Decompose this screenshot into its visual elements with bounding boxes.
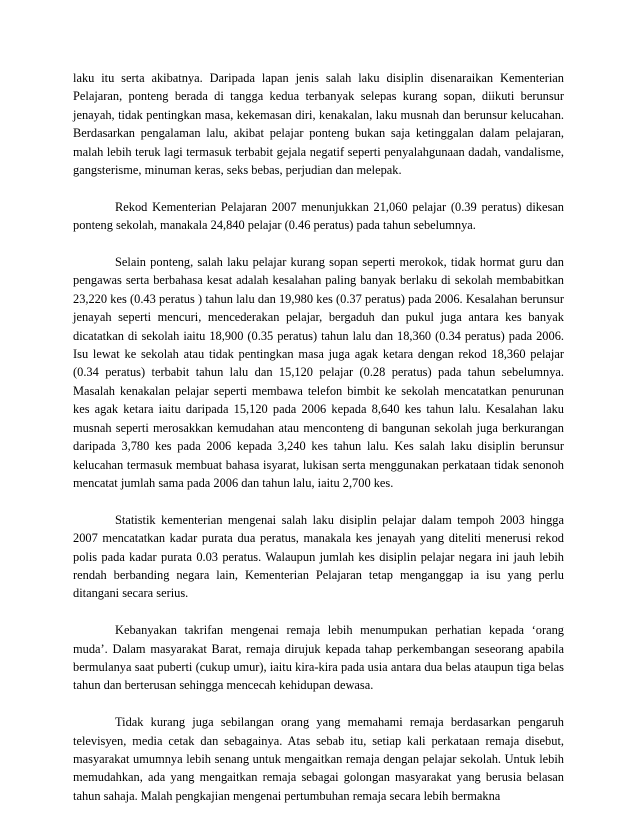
paragraph-5: Kebanyakan takrifan mengenai remaja lebih menumpukan perhatian kepada ‘orang muda’. Dalam masyarakat Barat, remaja dirujuk kepada tahap perkembangan seseorang apabila bermulanya saat puberti (cukup umur), iaitu kira-kira pada usia antara dua belas ataupun tiga belas tahun dan berterusan sehingga mencecah kehidupan dewasa. — [73, 623, 564, 693]
paragraph-3: Selain ponteng, salah laku pelajar kurang sopan seperti merokok, tidak hormat guru dan pengawas serta berbahasa kesat adalah kesalahan paling banyak berlaku di sekolah membabitkan 23,220 kes (0.43 peratus ) tahun lalu dan 19,980 kes (0.37 peratus) pada 2006. Kesalahan berunsur jenayah seperti mencuri, mencederakan pelajar, bergaduh dan pukul juga antara kes banyak dicatatkan di sekolah iaitu 18,900 (0.35 peratus) tahun lalu dan 18,360 (0.34 peratus) pada 2006. Isu lewat ke sekolah atau tidak pentingkan masa juga agak ketara dengan rekod 18,360 pelajar (0.34 peratus) terbabit tahun lalu dan 15,120 pelajar (0.28 peratus) pada tahun sebelumnya. Masalah kenakalan pelajar seperti membawa telefon bimbit ke sekolah mencatatkan penurunan kes agak ketara iaitu daripada 15,120 pada 2006 kepada 8,640 kes tahun lalu. Kesalahan laku musnah seperti merosakkan kemudahan atau menconteng di bangunan sekolah juga berkurangan daripada 3,780 kes pada 2006 kepada 3,240 kes tahun lalu. Kes salah laku disiplin berunsur kelucahan termasuk membuat bahasa isyarat, lukisan serta menggunakan perkataan tidak senonoh mencatat jumlah sama pada 2006 dan tahun lalu, iaitu 2,700 kes. — [73, 255, 564, 490]
document-page — [73, 69, 564, 824]
paragraph-6: Tidak kurang juga sebilangan orang yang memahami remaja berdasarkan pengaruh televisyen, media cetak dan sebagainya. Atas sebab itu, setiap kali perkataan remaja disebut, masyarakat umumnya lebih senang untuk mengaitkan remaja dengan pelajar sekolah. Untuk lebih memudahkan, ada yang mengaitkan remaja sebagai golongan masyarakat yang berusia belasan tahun sahaja. Malah pengkajian mengenai pertumbuhan remaja secara lebih bermakna — [73, 715, 564, 803]
paragraph-1: laku itu serta akibatnya. Daripada lapan jenis salah laku disiplin disenaraikan Kementerian Pelajaran, ponteng berada di tangga kedua terbanyak selepas kurang sopan, diikuti berunsur jenayah, tidak pentingkan masa, kekemasan diri, kenakalan, laku musnah dan berunsur kelucahan. Berdasarkan pengalaman lalu, akibat pelajar ponteng bukan saja ketinggalan dalam pelajaran, malah lebih teruk lagi termasuk terbabit gejala negatif seperti penyalahgunaan dadah, vandalisme, gangsterisme, minuman keras, seks bebas, perjudian dan melepak. — [73, 71, 564, 178]
paragraph-2: Rekod Kementerian Pelajaran 2007 menunjukkan 21,060 pelajar (0.39 peratus) dikesan ponteng sekolah, manakala 24,840 pelajar (0.46 peratus) pada tahun sebelumnya. — [73, 199, 564, 233]
paragraph-4: Statistik kementerian mengenai salah laku disiplin pelajar dalam tempoh 2003 hingga 2007 mencatatkan kadar purata dua peratus, manakala kes jenayah yang diteliti menerusi rekod polis pada kadar purata 0.03 peratus. Walaupun jumlah kes disiplin pelajar negara ini jauh lebih rendah berbanding negara lain, Kementerian Pelajaran tetap menganggap ia isu yang perlu ditangani secara serius. — [73, 512, 564, 601]
